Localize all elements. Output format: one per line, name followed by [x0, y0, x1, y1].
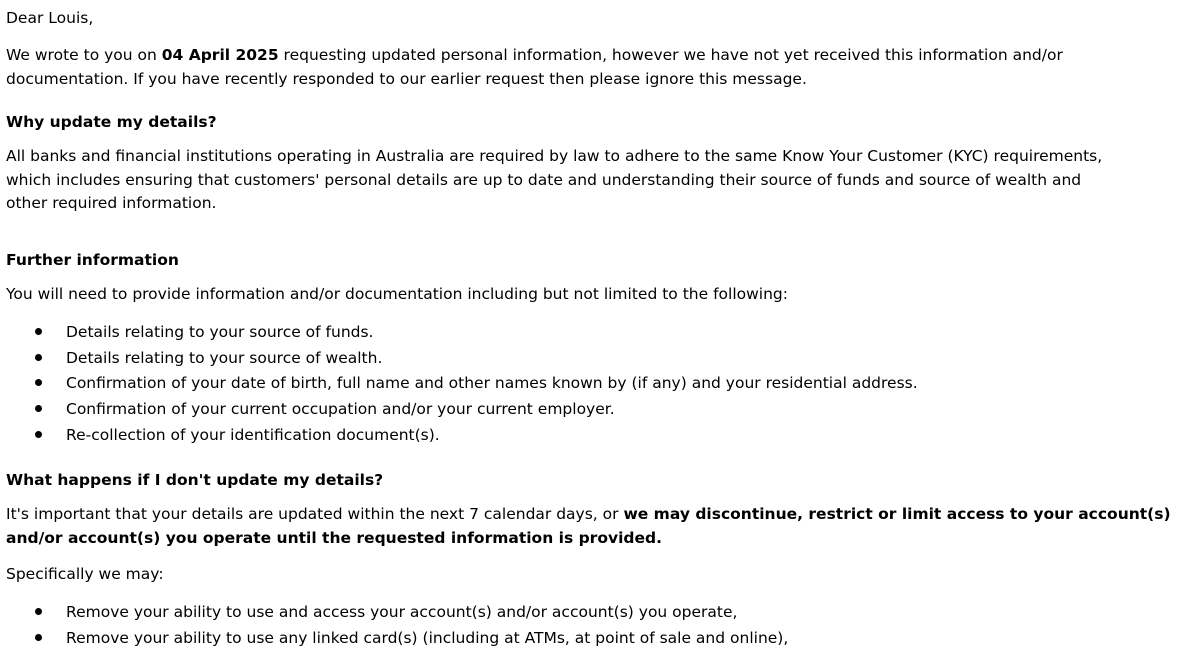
why-update-heading: Why update my details? [6, 113, 217, 131]
consequences-text: It's important that your details are updated within the next 7 calendar days, or [6, 505, 624, 523]
intro-paragraph-line-1 [6, 45, 1063, 65]
list-item: Confirmation of your date of birth, full name and other names known by (if any) and your residential address. [6, 373, 1106, 393]
consequences-warning: we may discontinue, restrict or limit access to your account(s) [623, 505, 1171, 523]
further-information-heading: Further information [6, 251, 179, 269]
why-paragraph-line-1: All banks and financial institutions operating in Australia are required by law to adhere to the same Know Your Customer (KYC) requirements, [6, 147, 1103, 165]
list-item: Re-collection of your identification document(s). [6, 425, 1106, 445]
list-item: Remove your ability to use any linked card(s) (including at ATMs, at point of sale and online), [6, 628, 1106, 648]
bullet-icon [35, 431, 42, 438]
bullet-icon [35, 354, 42, 361]
further-information-intro: You will need to provide information and/or documentation including but not limited to the following: [6, 285, 788, 303]
consequences-paragraph-line-1 [6, 504, 1171, 524]
list-item: Confirmation of your current occupation and/or your current employer. [6, 399, 1106, 419]
list-item: Details relating to your source of funds. [6, 322, 1106, 342]
why-paragraph-line-3: other required information. [6, 194, 217, 212]
intro-paragraph-line-2: documentation. If you have recently responded to our earlier request then please ignore this message. [6, 70, 807, 88]
specifically-intro: Specifically we may: [6, 565, 164, 583]
list-item: Details relating to your source of wealth. [6, 348, 1106, 368]
greeting: Dear Louis, [6, 9, 94, 27]
consequences-paragraph-line-2: and/or account(s) you operate until the requested information is provided. [6, 529, 662, 547]
bullet-icon [35, 328, 42, 335]
why-paragraph-line-2: which includes ensuring that customers' personal details are up to date and understanding their source of funds and source of wealth and [6, 171, 1082, 189]
list-item: Remove your ability to use and access your account(s) and/or account(s) you operate, [6, 602, 1106, 622]
bullet-icon [35, 634, 42, 641]
bullet-icon [35, 608, 42, 615]
intro-text-end: requesting updated personal information, however we have not yet received this information and/or [278, 46, 1063, 64]
consequences-heading: What happens if I don't update my details? [6, 471, 384, 489]
bullet-icon [35, 405, 42, 412]
request-date: 04 April 2025 [161, 46, 279, 64]
bullet-icon [35, 379, 42, 386]
intro-text-start: We wrote to you on [6, 46, 162, 64]
